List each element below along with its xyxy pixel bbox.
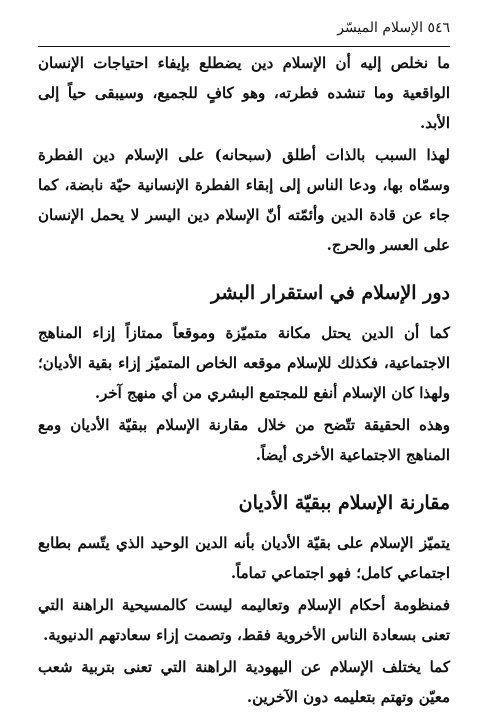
section-heading: مقارنة الإسلام ببقيّة الأديان bbox=[238, 492, 450, 514]
paragraph: فمنظومة أحكام الإسلام وتعاليمه ليست كالمسيحية الراهنة التي تعنى بسعادة الناس الأخروية فقط، وتصمت إزاء سعادتهم الدنيوية. bbox=[38, 596, 450, 644]
running-header bbox=[38, 20, 450, 47]
paragraph: وهذه الحقيقة تتّضح من خلال مقارنة الإسلام ببقيّة الأديان ومع المناهج الاجتماعية الأخرى أيضاً. bbox=[38, 416, 450, 464]
paragraph: لهذا السبب بالذات أطلق (سبحانه) على الإسلام دين الفطرة وسمّاه بها، ودعا الناس إلى إبقاء الفطرة الإنسانية حيّة نابضة، كما جاء عن قادة الدين وأئمّته أنّ الإسلام دين اليسر لا يحمل الإنسان على العسر والحرج. bbox=[38, 146, 450, 254]
paragraph: ما نخلص إليه أن الإسلام دين يضطلع بإيفاء احتياجات الإنسان الواقعية وما تنشده فطرته، وهو كافٍ للجميع، وسيبقى حياً إلى الأبد. bbox=[38, 54, 450, 132]
paragraph: كما يختلف الإسلام عن اليهودية الراهنة التي تعنى بتربية شعب معيّن وتهتم بتعليمه دون الآخرين. bbox=[38, 658, 450, 706]
page-number-and-title: ٥٤٦ الإسلام الميسّر bbox=[337, 20, 450, 36]
paragraph: يتميّز الإسلام على بقيّة الأديان بأنه الدين الوحيد الذي يتّسم بطابع اجتماعي كامل؛ فهو اجتماعي تماماً. bbox=[38, 534, 450, 582]
paragraph: كما أن الدين يحتل مكانة متميّزة وموقعاً ممتازاً إزاء المناهج الاجتماعية، فكذلك للإسلام موقعه الخاص المتميّز إزاء بقية الأديان؛ ولهذا كان الإسلام أنفع للمجتمع البشري من أي منهج آخر. bbox=[38, 324, 450, 402]
page-content bbox=[38, 48, 450, 714]
section-heading: دور الإسلام في استقرار البشر bbox=[210, 282, 450, 304]
